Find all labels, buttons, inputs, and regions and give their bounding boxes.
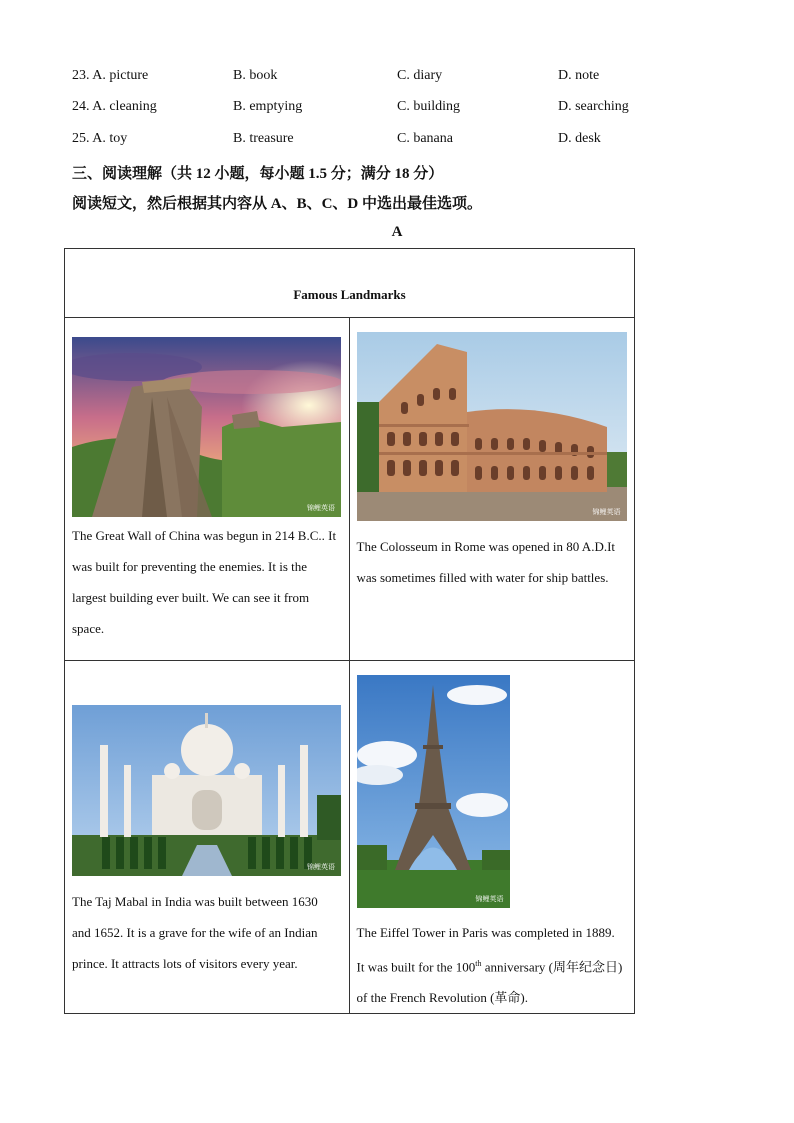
taj-mahal-image <box>72 705 341 876</box>
passage-letter: A <box>391 224 403 240</box>
great-wall-caption: The Great Wall of China was begun in 214 B.C.. It was built for preventing the enemies. It is the largest building ever built. We can see it from space. <box>72 528 337 636</box>
option-a: 25. A. toy <box>72 131 128 146</box>
taj-mahal-cell <box>65 661 350 1014</box>
section-heading: 三、阅读理解（共 12 小题，每小题 1.5 分；满分 18 分） <box>72 166 444 182</box>
caption-superscript: th <box>475 959 482 968</box>
option-c: C. banana <box>397 131 453 146</box>
eiffel-tower-caption <box>357 917 625 1013</box>
watermark: 锦鲤英语 <box>475 895 504 903</box>
option-b: B. treasure <box>233 131 294 146</box>
great-wall-image <box>72 337 341 517</box>
option-d: D. note <box>558 68 600 83</box>
landmarks-table <box>64 248 635 1014</box>
option-d: D. searching <box>558 99 629 114</box>
section-instruction: 阅读短文，然后根据其内容从 A、B、C、D 中选出最佳选项。 <box>72 196 483 212</box>
option-c: C. diary <box>397 68 443 83</box>
option-a: 24. A. cleaning <box>72 99 157 114</box>
option-a: 23. A. picture <box>72 68 149 83</box>
colosseum-image <box>357 332 627 521</box>
eiffel-tower-image <box>357 675 510 908</box>
option-d: D. desk <box>558 131 601 146</box>
option-b: B. emptying <box>233 99 303 114</box>
colosseum-cell <box>349 318 635 661</box>
watermark: 锦鲤英语 <box>307 504 335 512</box>
colosseum-caption: The Colosseum in Rome was opened in 80 A.D.It was sometimes filled with water for ship battles. <box>356 539 616 585</box>
eiffel-tower-cell <box>349 661 635 1014</box>
caption-part: The Eiffel Tower in Paris was completed in 1889. It was built for the 100 <box>356 925 615 975</box>
table-title-cell <box>65 249 635 318</box>
table-title: Famous Landmarks <box>293 287 406 302</box>
watermark: 锦鲤英语 <box>592 508 621 516</box>
option-b: B. book <box>233 68 278 83</box>
taj-mahal-caption: The Taj Mabal in India was built between 1630 and 1652. It is a grave for the wife of an Indian prince. It attracts lots of visitors every year. <box>72 894 318 971</box>
caption-part: anniversary (周年纪念日) of the French Revolution (革命). <box>356 959 623 1006</box>
option-c: C. building <box>397 99 461 114</box>
great-wall-cell <box>65 318 350 661</box>
watermark: 锦鲤英语 <box>307 863 335 871</box>
